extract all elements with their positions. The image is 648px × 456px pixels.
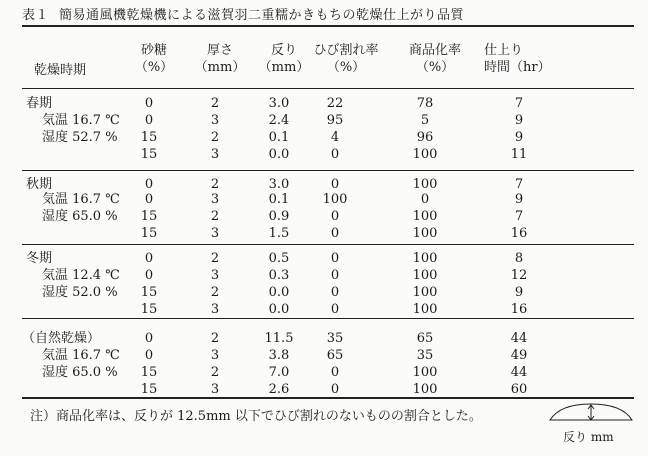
header-finish-time: 仕上り 時間（hr） (484, 43, 551, 75)
footnote: 注）商品化率は、反りが 12.5mm 以下でひび割れのないものの割合とした。 (30, 409, 482, 424)
table-row: 春期 0 2 3.0 22 78 7 (26, 96, 524, 111)
table-row: 秋期 0 2 3.0 0 100 7 (26, 177, 524, 192)
table-caption (22, 4, 464, 23)
group-divider-3 (22, 318, 634, 319)
table-title: 簡易通風機乾燥機による滋賀羽二重糯かきもちの乾燥仕上がり品質 (59, 8, 465, 23)
table-row: 15 3 2.6 0 100 60 (140, 382, 528, 397)
table-row: 湿度 65.0 % 15 2 7.0 0 100 44 (42, 365, 528, 380)
header-rule (22, 88, 634, 89)
group-divider-1 (22, 170, 634, 171)
table-row: 15 3 0.0 0 100 16 (140, 302, 528, 317)
warp-diagram-label: 反り mm (563, 430, 614, 444)
header-period: 乾燥時期 (34, 63, 87, 78)
table-row: 湿度 52.7 % 15 2 0.1 4 96 9 (42, 130, 524, 145)
table-row: 気温 12.4 ℃ 0 3 0.3 0 100 12 (42, 268, 528, 283)
table-row: （自然乾燥） 0 2 11.5 35 65 44 (22, 331, 528, 346)
table-row: 気温 16.7 ℃ 0 3 0.1 100 0 9 (42, 192, 524, 207)
top-rule (22, 25, 634, 27)
header-product-rate: 商品化率 （%） (408, 43, 461, 75)
table-row: 湿度 65.0 % 15 2 0.9 0 100 7 (42, 209, 524, 224)
table-row: 気温 16.7 ℃ 0 3 2.4 95 5 9 (42, 113, 524, 128)
warp-diagram-icon (548, 396, 634, 430)
header-sugar: 砂糖 （%） (134, 43, 174, 75)
header-thickness: 厚さ （mm） (194, 43, 246, 75)
table-row: 湿度 52.0 % 15 2 0.0 0 100 9 (42, 285, 524, 300)
header-warp: 反り （mm） (258, 43, 310, 75)
table-row: 15 3 1.5 0 100 16 (140, 226, 528, 241)
table-row: 15 3 0.0 0 100 11 (140, 147, 528, 162)
group-divider-2 (22, 244, 634, 245)
table-number: 表１ (22, 8, 50, 23)
header-crack-rate: ひび割れ率 （%） (313, 43, 379, 75)
table-row: 冬期 0 2 0.5 0 100 8 (26, 251, 524, 266)
table-row: 気温 16.7 ℃ 0 3 3.8 65 35 49 (42, 348, 528, 363)
